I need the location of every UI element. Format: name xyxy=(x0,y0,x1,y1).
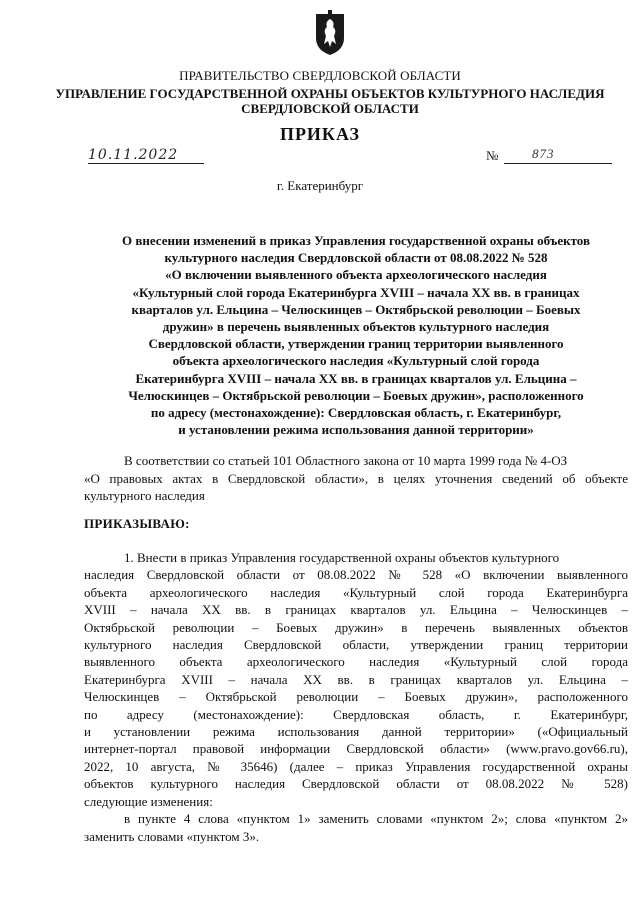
item-line: культурного наследия Свердловской области, утверждении границ территории xyxy=(84,637,628,653)
subject-line: Свердловской области, утверждении границ территории выявленного xyxy=(148,336,564,352)
number-sign: № xyxy=(486,148,499,163)
subject-line: «Культурный слой города Екатеринбурга XVIII – начала XX вв. в границах xyxy=(132,284,580,300)
document-number xyxy=(486,148,612,164)
item-1-paragraph xyxy=(84,549,628,845)
intro-paragraph xyxy=(84,452,628,505)
intro-line: В соответствии со статьей 101 Областного закона от 10 марта 1999 года № 4-ОЗ xyxy=(124,453,568,468)
item-line: заменить словами «пунктом 3». xyxy=(84,828,260,844)
city: г. Екатеринбург xyxy=(276,178,364,193)
item-line: объекта археологического наследия «Культурный слой города Екатеринбурга xyxy=(84,584,628,600)
item-line: XVIII – начала XX вв. в границах кварталов ул. Ельцина – Челюскинцев – xyxy=(84,602,628,618)
coat-of-arms-icon xyxy=(313,10,347,56)
item-line: выявленного объекта археологического наследия «Культурный слой города xyxy=(84,654,628,670)
intro-line: культурного наследия xyxy=(84,488,205,503)
item-line: по адресу (местонахождение): Свердловская область, г. Екатеринбург, xyxy=(84,706,628,722)
handwritten-number: 873 xyxy=(532,146,555,161)
item-line: в пункте 4 слова «пунктом 1» заменить словами «пунктом 2»; слова «пунктом 2» xyxy=(124,811,628,827)
department-line: УПРАВЛЕНИЕ ГОСУДАРСТВЕННОЙ ОХРАНЫ ОБЪЕКТОВ КУЛЬТУРНОГО НАСЛЕДИЯ xyxy=(55,86,605,101)
subject-line: О внесении изменений в приказ Управления государственной охраны объектов xyxy=(121,233,591,248)
item-line: следующие изменения: xyxy=(84,793,213,809)
item-line: Октябрьской революции – Боевых дружин» в перечень выявленных объектов xyxy=(84,619,628,635)
item-line: Екатеринбурга XVIII – начала XX вв. в границах кварталов ул. Ельцина – xyxy=(84,671,628,687)
intro-line: «О правовых актах в Свердловской области», в целях уточнения сведений об объекте xyxy=(84,470,628,486)
document-type: ПРИКАЗ xyxy=(279,124,361,144)
item-line: интернет-портал правовой информации Свердловской области» (www.pravo.gov66.ru), xyxy=(84,741,628,757)
item-line: объектов культурного наследия Свердловской области от 08.08.2022 № 528) xyxy=(84,776,628,792)
item-line: 2022, 10 августа, № 35646) (далее – приказ Управления государственной охраны xyxy=(84,758,628,774)
item-line: Челюскинцев – Октябрьской революции – Боевых дружин», расположенного xyxy=(84,689,628,705)
order-subject xyxy=(84,232,628,438)
subject-line: Челюскинцев – Октябрьской революции – Боевых дружин», расположенного xyxy=(128,387,584,403)
department-name xyxy=(40,86,620,116)
item-line: наследия Свердловской области от 08.08.2022 № 528 «О включении выявленного xyxy=(84,567,628,583)
government-name: ПРАВИТЕЛЬСТВО СВЕРДЛОВСКОЙ ОБЛАСТИ xyxy=(179,68,461,83)
subject-line: дружин» в перечень выявленных объектов культурного наследия xyxy=(162,319,550,335)
subject-line: «О включении выявленного объекта археологического наследия xyxy=(165,267,547,283)
item-line: и установлении режима использования данной территории» («Официальный xyxy=(84,724,628,740)
department-line: СВЕРДЛОВСКОЙ ОБЛАСТИ xyxy=(241,101,419,116)
subject-line: Екатеринбурга XVIII – начала XX вв. в границах кварталов ул. Ельцина – xyxy=(135,370,577,386)
subject-line: и установлении режима использования данной территории» xyxy=(178,422,534,438)
subject-line: кварталов ул. Ельцина – Челюскинцев – Октябрьской революции – Боевых xyxy=(131,301,581,317)
item-line: 1. Внести в приказ Управления государственной охраны объектов культурного xyxy=(124,550,560,565)
subject-line: культурного наследия Свердловской области от 08.08.2022 № 528 xyxy=(164,250,548,266)
subject-line: по адресу (местонахождение): Свердловская область, г. Екатеринбург, xyxy=(150,405,562,421)
order-word: ПРИКАЗЫВАЮ: xyxy=(84,516,190,531)
handwritten-date: 10.11.2022 xyxy=(88,147,204,164)
subject-line: объекта археологического наследия «Культурный слой города xyxy=(172,353,540,369)
number-underline xyxy=(504,148,612,164)
